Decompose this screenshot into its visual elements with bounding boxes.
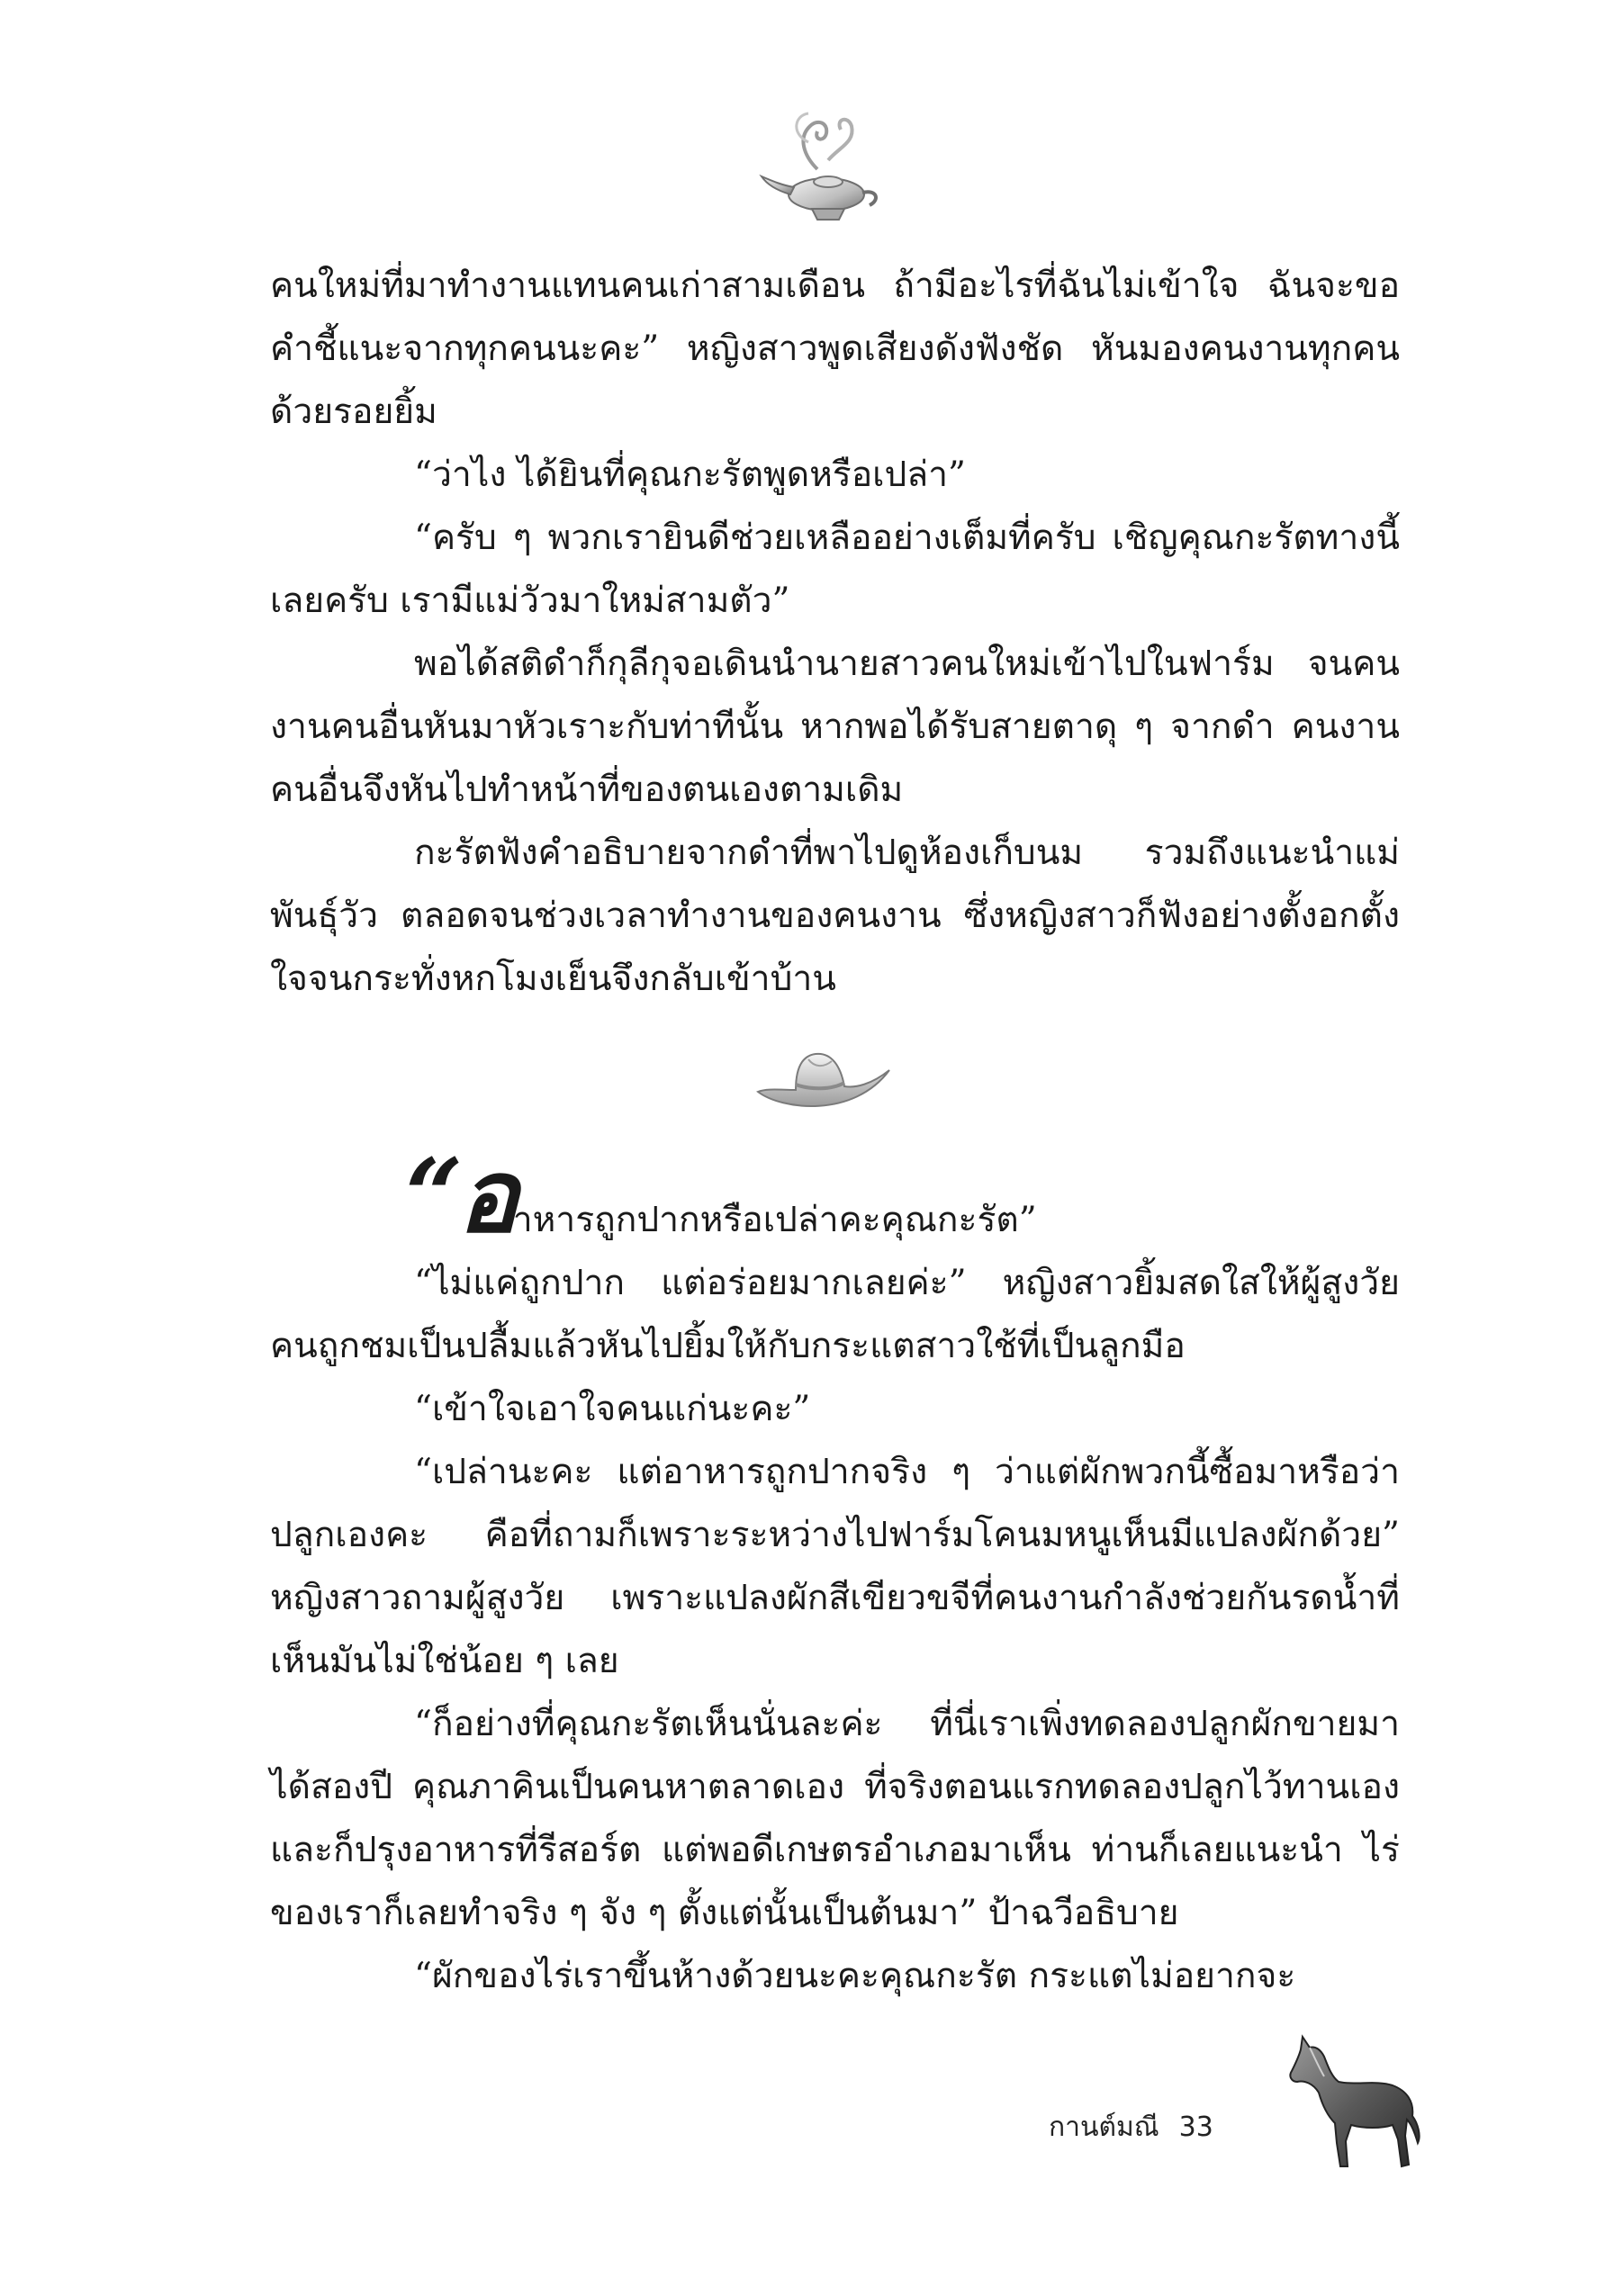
paragraph: “ว่าไง ได้ยินที่คุณกะรัตพูดหรือเปล่า” [414, 455, 966, 495]
book-title: กานต์มณี [1049, 2111, 1159, 2143]
paragraph: “ครับ ๆ พวกเรายินดีช่วยเหลืออย่างเต็มที่ครับ เชิญคุณกะรัตทางนี้เลยครับ เรามีแม่วัวมาใหม่สามตัว” [270, 518, 1400, 621]
paragraph: “เปล่านะคะ แต่อาหารถูกปากจริง ๆ ว่าแต่ผักพวกนี้ซื้อมาหรือว่าปลูกเองคะ คือที่ถามก็เพราะระหว่างไปฟาร์มโคนมหนูเห็นมีแปลงผักด้วย” หญิงสาวถามผู้สูงวัย เพราะแปลงผักสีเขียวขจีที่คนงานกำลังช่วยกันรดน้ำที่เห็นมันไม่ใช่น้อย ๆ เลย [270, 1452, 1400, 1681]
horse-icon [1283, 2030, 1427, 2178]
opening-text: าหารถูกปากหรือเปล่าคะคุณกะรัต” [512, 1200, 1037, 1240]
paragraph: “ก็อย่างที่คุณกะรัตเห็นนั่นละค่ะ ที่นี่เราเพิ่งทดลองปลูกผักขายมาได้สองปี คุณภาคินเป็นคนหาตลาดเอง ที่จริงตอนแรกทดลองปลูกไว้ทานเองและก็ปรุงอาหารที่รีสอร์ต แต่พอดีเกษตรอำเภอมาเห็น ท่านก็เลยแนะนำ ไร่ของเราก็เลยทำจริง ๆ จัง ๆ ตั้งแต่นั้นเป็นต้นมา” ป้าฉวีอธิบาย [270, 1704, 1400, 1933]
text-top [270, 255, 1400, 1011]
paragraph: กะรัตฟังคำอธิบายจากดำที่พาไปดูห้องเก็บนม รวมถึงแนะนำแม่พันธุ์วัว ตลอดจนช่วงเวลาทำงานของคนงาน ซึ่งหญิงสาวก็ฟังอย่างตั้งอกตั้งใจจนกระทั่งหกโมงเย็นจึงกลับเข้าบ้าน [270, 833, 1400, 999]
paragraph: “ผักของไร่เราขึ้นห้างด้วยนะคะคุณกะรัต กระแตไม่อยากจะ [414, 1956, 1296, 1996]
cowboy-hat-icon [754, 1040, 894, 1125]
paragraph: “ไม่แค่ถูกปาก แต่อร่อยมากเลยค่ะ” หญิงสาวยิ้มสดใสให้ผู้สูงวัย คนถูกชมเป็นปลื้มแล้วหันไปยิ้มให้กับกระแตสาวใช้ที่เป็นลูกมือ [270, 1263, 1400, 1366]
page-number: 33 [1178, 2111, 1213, 2143]
section-opening [270, 1138, 1400, 1256]
dropcap: “อ [405, 1138, 513, 1256]
text-bottom [270, 1138, 1400, 2008]
paragraph: “เข้าใจเอาใจคนแก่นะคะ” [414, 1389, 811, 1429]
genie-lamp-icon [754, 106, 885, 232]
page-footer [1049, 2106, 1213, 2148]
paragraph: คนใหม่ที่มาทำงานแทนคนเก่าสามเดือน ถ้ามีอะไรที่ฉันไม่เข้าใจ ฉันจะขอคำชี้แนะจากทุกคนนะคะ” หญิงสาวพูดเสียงดังฟังชัด หันมองคนงานทุกคนด้วยรอยยิ้ม [270, 266, 1400, 432]
paragraph: พอได้สติดำก็กุลีกุจอเดินนำนายสาวคนใหม่เข้าไปในฟาร์ม จนคนงานคนอื่นหันมาหัวเราะกับท่าทีนั้น หากพอได้รับสายตาดุ ๆ จากดำ คนงานคนอื่นจึงหันไปทำหน้าที่ของตนเองตามเดิม [270, 644, 1400, 810]
